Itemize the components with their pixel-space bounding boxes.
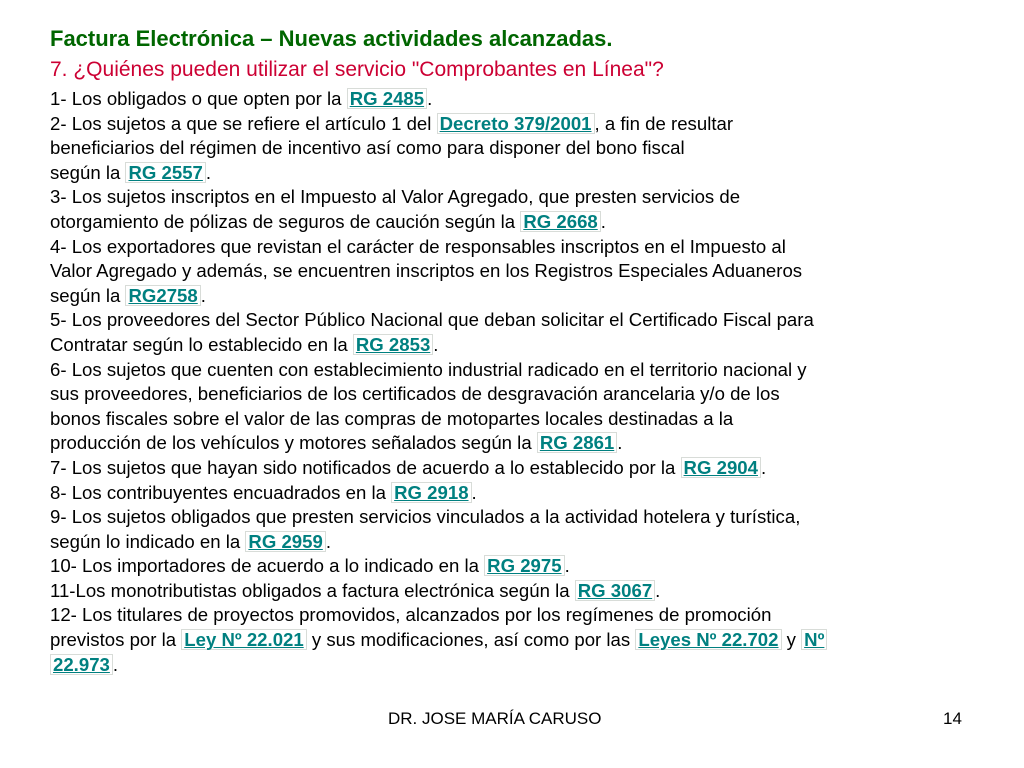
text-line [50, 333, 1000, 358]
text-line [50, 358, 1000, 383]
text-segment: sus proveedores, beneficiarios de los certificados de desgravación arancelaria y/o de los [50, 383, 780, 405]
page-number: 14 [943, 709, 962, 728]
text-segment: . [760, 456, 767, 478]
text-segment: 9- Los sujetos obligados que presten servicios vinculados a la actividad hotelera y turística, [50, 506, 801, 528]
text-segment: 4- Los exportadores que revistan el carácter de responsables inscriptos en el Impuesto al [50, 235, 786, 257]
text-segment: según lo indicado en la [50, 530, 246, 552]
text-line [50, 579, 1000, 604]
reference-link[interactable]: Decreto 379/2001 [437, 113, 595, 134]
text-segment: . [433, 333, 439, 355]
reference-link[interactable]: RG 2557 [125, 162, 205, 183]
text-segment: . [617, 432, 623, 454]
reference-link[interactable]: RG 2853 [353, 334, 433, 355]
text-segment: . [112, 653, 119, 675]
text-line [50, 87, 1000, 112]
text-line [50, 603, 1000, 628]
text-line [50, 112, 1000, 137]
text-segment: . [655, 579, 661, 601]
text-segment: bonos fiscales sobre el valor de las compras de motopartes locales destinadas a la [50, 407, 734, 429]
slide-subtitle: 7. ¿Quiénes pueden utilizar el servicio "Comprobantes en Línea"? [50, 58, 664, 81]
text-line [50, 456, 1000, 481]
text-segment: según la [50, 161, 126, 183]
text-segment: 8- Los contribuyentes encuadrados en la [50, 481, 392, 503]
reference-link[interactable]: RG2758 [125, 285, 200, 306]
reference-link[interactable]: Leyes Nº 22.702 [635, 629, 781, 650]
text-segment: Valor Agregado y además, se encuentren inscriptos en los Registros Especiales Aduaneros [50, 260, 803, 282]
text-segment: . [564, 555, 570, 577]
text-line [50, 382, 1000, 407]
text-line [50, 284, 1000, 309]
text-segment: . [205, 161, 212, 183]
reference-link[interactable]: RG 2485 [347, 88, 427, 109]
reference-link[interactable]: RG 2904 [681, 457, 761, 478]
text-segment: 5- Los proveedores del Sector Público Nacional que deban solicitar el Certificado Fiscal para [50, 309, 814, 331]
body-text [50, 87, 1000, 677]
slide-title: Factura Electrónica – Nuevas actividades alcanzadas. [50, 26, 613, 51]
text-line [50, 628, 1000, 653]
reference-link[interactable]: RG 2975 [484, 555, 564, 576]
text-segment: . [600, 210, 606, 232]
text-segment: 12- Los titulares de proyectos promovidos, alcanzados por los regímenes de promoción [50, 604, 772, 626]
text-line [50, 308, 1000, 333]
text-segment: Contratar según lo establecido en la [50, 333, 353, 355]
text-segment: . [200, 284, 206, 306]
reference-link[interactable]: Ley Nº 22.021 [181, 629, 306, 650]
text-segment: 2- Los sujetos a que se refiere el artículo 1 del [50, 112, 437, 134]
text-segment: 6- Los sujetos que cuenten con establecimiento industrial radicado en el territorio nacional y [50, 358, 807, 380]
footer-author: DR. JOSE MARÍA CARUSO [388, 709, 602, 728]
text-line [50, 554, 1000, 579]
text-segment: , a fin de resultar [594, 112, 734, 134]
text-line [50, 653, 1000, 678]
text-segment: previstos por la [50, 629, 182, 651]
text-segment: y [781, 629, 802, 651]
reference-link[interactable]: RG 2959 [245, 531, 325, 552]
text-segment: 1- Los obligados o que opten por la [50, 88, 347, 109]
reference-link[interactable]: RG 3067 [575, 580, 655, 601]
text-line [50, 530, 1000, 555]
text-segment: 3- Los sujetos inscriptos en el Impuesto al Valor Agregado, que presten servicios de [50, 186, 741, 208]
text-segment: producción de los vehículos y motores señalados según la [50, 432, 537, 454]
text-line [50, 210, 1000, 235]
reference-link[interactable]: RG 2861 [537, 432, 617, 453]
text-line [50, 136, 1000, 161]
text-segment: 10- Los importadores de acuerdo a lo indicado en la [50, 555, 485, 577]
reference-link[interactable]: RG 2668 [520, 211, 600, 232]
text-line [50, 259, 1000, 284]
text-segment: . [427, 88, 433, 109]
text-segment: 7- Los sujetos que hayan sido notificados de acuerdo a lo establecido por la [50, 456, 681, 478]
reference-link[interactable]: 22.973 [50, 654, 113, 675]
text-segment: 11-Los monotributistas obligados a factura electrónica según la [50, 579, 575, 601]
text-segment: . [325, 530, 331, 552]
text-line [50, 161, 1000, 186]
text-segment: . [471, 481, 477, 503]
reference-link[interactable]: Nº [801, 629, 827, 650]
reference-link[interactable]: RG 2918 [391, 482, 471, 503]
text-line [50, 235, 1000, 260]
text-segment: beneficiarios del régimen de incentivo así como para disponer del bono fiscal [50, 137, 685, 159]
text-line [50, 407, 1000, 432]
text-line [50, 185, 1000, 210]
text-segment: otorgamiento de pólizas de seguros de caución según la [50, 210, 521, 232]
text-line [50, 431, 1000, 456]
text-line [50, 505, 1000, 530]
text-segment: y sus modificaciones, así como por las [306, 629, 636, 651]
text-line [50, 481, 1000, 506]
text-segment: según la [50, 284, 126, 306]
